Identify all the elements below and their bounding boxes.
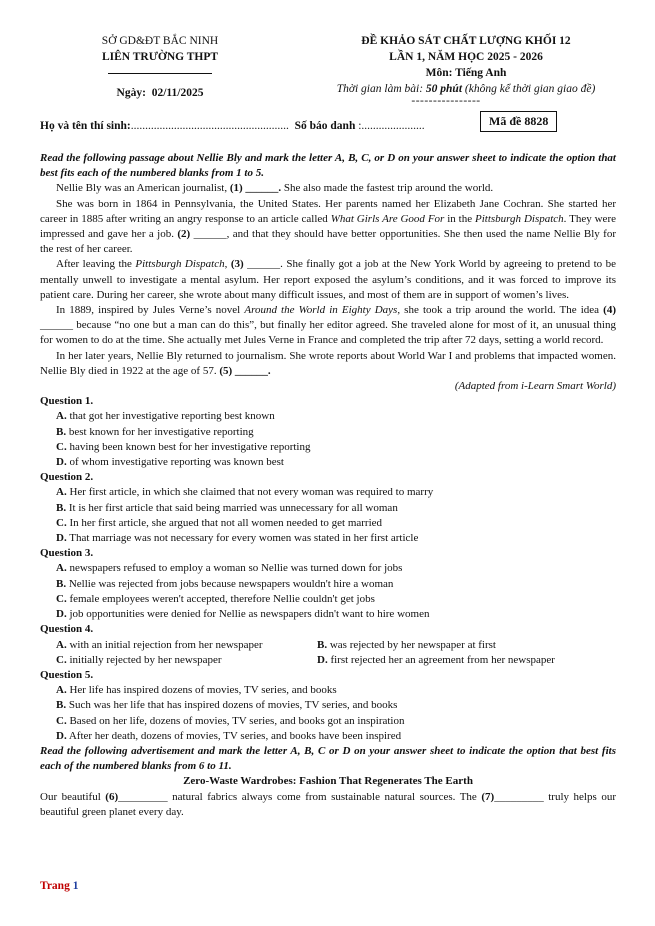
question-title: Question 2. bbox=[40, 471, 94, 484]
time-suffix: (không kể thời gian giao đề) bbox=[464, 83, 596, 95]
exam-body bbox=[40, 151, 616, 820]
paragraph-1: Nellie Bly was an American journalist, (1) ______. She also made the fastest trip around the world. bbox=[56, 182, 494, 195]
time-prefix: Thời gian làm bài: bbox=[336, 83, 424, 95]
option-a[interactable]: A. Her life has inspired dozens of movies, TV series, and books bbox=[56, 684, 337, 697]
blank-5: (5) ______. bbox=[219, 364, 271, 377]
advertisement-title: Zero-Waste Wardrobes: Fashion That Regenerates The Earth bbox=[183, 775, 473, 788]
option-b[interactable]: B. Nellie was rejected from jobs because newspapers wouldn't hire a woman bbox=[56, 577, 394, 590]
source-note: (Adapted from i-Learn Smart World) bbox=[454, 380, 616, 393]
option-a[interactable]: A. newspapers refused to employ a woman so Nellie was turned down for jobs bbox=[56, 562, 403, 575]
option-row bbox=[40, 653, 616, 668]
page-label: Trang bbox=[40, 880, 70, 892]
blank-3: (3) bbox=[230, 258, 244, 271]
option-b[interactable]: B. Such was her life that has inspired dozens of movies, TV series, and books bbox=[56, 699, 398, 712]
time-value: 50 phút bbox=[425, 83, 463, 95]
blank-4: (4) bbox=[603, 304, 616, 317]
option-d[interactable]: D. That marriage was not necessary for every women was stated in her first article bbox=[56, 532, 419, 545]
student-info-line bbox=[40, 120, 425, 132]
option-b[interactable]: B. best known for her investigative reporting bbox=[56, 425, 254, 438]
option-d[interactable]: D. job opportunities were denied for Nellie as newspapers didn't want to hire women bbox=[56, 608, 430, 621]
option-b[interactable]: B. was rejected by her newspaper at first bbox=[317, 638, 496, 651]
header-divider bbox=[108, 73, 212, 74]
option-c[interactable]: C. Based on her life, dozens of movies, TV series, and books got an inspiration bbox=[56, 714, 405, 727]
paragraph-4: In 1889, inspired by Jules Verne’s novel Around the World in Eighty Days, she took a trip around the world. The idea (4) ______ because “no one but a man can do this”, but finally her editor agreed. She traveled alone for most of it, an unusual thing for women to do at the time. She actually met Jules Verne in France and completed the trip after 72 days, setting a world record. bbox=[40, 304, 616, 347]
department-name: SỞ GD&ĐT BẮC NINH bbox=[101, 35, 219, 47]
date-label: Ngày: bbox=[116, 87, 146, 99]
exam-round: LẦN 1, NĂM HỌC 2025 - 2026 bbox=[389, 51, 543, 63]
question-2 bbox=[40, 470, 616, 546]
instruction-1: Read the following passage about Nellie Bly and mark the letter A, B, C, or D on your answer sheet to indicate the option that best fits each of the numbered blanks from 1 to 5. bbox=[40, 152, 616, 180]
option-c[interactable]: C. In her first article, she argued that not all women needed to get married bbox=[56, 516, 383, 529]
school-name: LIÊN TRƯỜNG THPT bbox=[101, 51, 219, 63]
option-d[interactable]: D. of whom investigative reporting was known best bbox=[56, 456, 284, 469]
question-4 bbox=[40, 622, 616, 668]
question-title: Question 3. bbox=[40, 547, 94, 560]
exam-date bbox=[60, 85, 260, 101]
question-title: Question 4. bbox=[40, 623, 94, 636]
exam-code-box: Mã đề 8828 bbox=[480, 111, 557, 132]
blank-2: (2) bbox=[177, 228, 191, 241]
instruction-2: Read the following advertisement and mark the letter A, B, C or D on your answer sheet to indicate the option that best fits each of the numbered blanks from 6 to 11. bbox=[40, 744, 616, 773]
option-row bbox=[40, 638, 616, 653]
question-title: Question 5. bbox=[40, 668, 94, 681]
option-b[interactable]: B. It is her first article that said being married was unnecessary for all woman bbox=[56, 501, 398, 514]
page-number: 1 bbox=[72, 880, 79, 892]
option-c[interactable]: C. initially rejected by her newspaper bbox=[56, 653, 222, 666]
blank-7: (7) bbox=[481, 790, 495, 803]
dash-divider: ---------------- bbox=[411, 95, 481, 107]
question-1 bbox=[40, 394, 616, 470]
question-3 bbox=[40, 546, 616, 622]
option-c[interactable]: C. female employees weren't accepted, therefore Nellie couldn't get jobs bbox=[56, 592, 375, 605]
option-c[interactable]: C. having been known best for her investigative reporting bbox=[56, 440, 311, 453]
option-a[interactable]: A. with an initial rejection from her newspaper bbox=[56, 638, 263, 651]
advertisement-text: Our beautiful (6)_________ natural fabrics always come from sustainable natural sources. The (7)_________ truly helps our beautiful green planet every day. bbox=[40, 790, 616, 818]
option-a[interactable]: A. Her first article, in which she claimed that not every woman was required to marry bbox=[56, 486, 434, 499]
id-field[interactable]: :...................... bbox=[358, 120, 425, 132]
name-field[interactable]: ....................................................... bbox=[130, 120, 289, 132]
option-a[interactable]: A. that got her investigative reporting best known bbox=[56, 410, 275, 423]
name-label: Họ và tên thí sinh: bbox=[40, 120, 131, 132]
date-value: 02/11/2025 bbox=[151, 87, 204, 99]
paragraph-2: She was born in 1864 in Pennsylvania, the United States. Her parents named her Elizabeth Jane Cochran. She started her career in 1885 after writing an angry response to an article called What Girls Are Good For in the Pittsburgh Dispatch. They were impressed and gave her a job. (2) ______, and that they should have better opportunities. She then used the name Nellie Bly for the rest of her career. bbox=[40, 197, 617, 256]
header-right bbox=[296, 33, 636, 105]
blank-6: (6) bbox=[105, 790, 119, 803]
option-d[interactable]: D. After her death, dozens of movies, TV series, and books have been inspired bbox=[56, 729, 402, 742]
id-label: Số báo danh bbox=[294, 120, 356, 132]
exam-title: ĐỀ KHẢO SÁT CHẤT LƯỢNG KHỐI 12 bbox=[361, 35, 571, 47]
header-left bbox=[60, 33, 260, 101]
page-footer bbox=[40, 880, 78, 892]
subject: Môn: Tiếng Anh bbox=[425, 67, 507, 79]
paragraph-5: In her later years, Nellie Bly returned to journalism. She wrote reports about World War I and problems that impacted women. Nellie Bly died in 1922 at the age of 57. (5) ______. bbox=[40, 349, 616, 377]
option-d[interactable]: D. first rejected her an agreement from her newspaper bbox=[317, 653, 555, 666]
question-title: Question 1. bbox=[40, 395, 94, 408]
question-5 bbox=[40, 668, 616, 744]
blank-1: (1) ______. bbox=[229, 182, 282, 195]
paragraph-3: After leaving the Pittsburgh Dispatch, (3) ______. She finally got a job at the New York World by agreeing to pretend to be mentally unwell to investigate a mental asylum. Her report exposed the asylum’s conditions, and it was forced to improve its patient care. During her career, she wrote about many difficult issues, and most of them are in support of women’s lives. bbox=[40, 258, 617, 301]
